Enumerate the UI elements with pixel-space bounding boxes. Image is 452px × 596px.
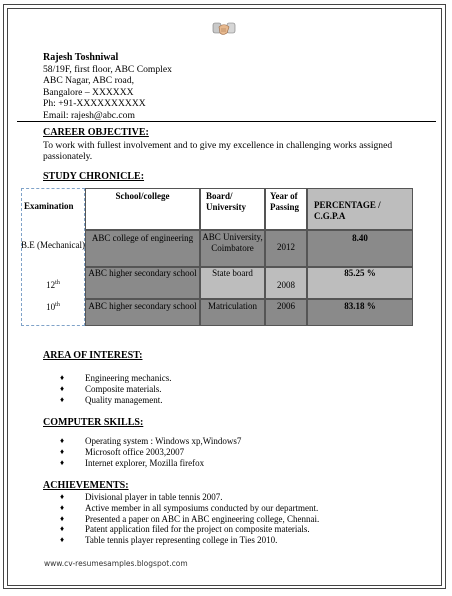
area-of-interest-title: AREA OF INTEREST:	[43, 350, 143, 361]
list-item: ♦ Internet explorer, Mozilla firefox	[60, 458, 241, 469]
row3-board: Matriculation	[200, 299, 265, 326]
row1-board: ABC University, Coimbatore	[200, 230, 265, 267]
row3-examination	[21, 299, 85, 326]
row2-school: ABC higher secondary school	[85, 267, 200, 299]
address-line-1: 58/19F, first floor, ABC Complex	[43, 63, 172, 75]
list-item: ♦ Patent application filed for the project on composite materials.	[60, 524, 319, 535]
header-percentage: PERCENTAGE / C.G.P.A	[307, 188, 413, 230]
row2-examination	[21, 267, 85, 299]
row2-exam-suffix: th	[55, 280, 60, 286]
phone-line: Ph: +91-XXXXXXXXXX	[43, 98, 146, 109]
list-item: ♦ Engineering mechanics.	[60, 373, 171, 384]
row2-exam-number: 12	[46, 280, 56, 290]
row3-year: 2006	[265, 299, 307, 326]
career-objective-text: To work with fullest involvement and to give my excellence in challenging works assigned passionately.	[43, 140, 393, 162]
row1-school: ABC college of engineering	[85, 230, 200, 267]
address-line-2: ABC Nagar, ABC road,	[43, 75, 135, 86]
header-examination: Examination	[24, 201, 74, 211]
row1-examination: B.E (Mechanical)	[21, 240, 85, 250]
achievements-list	[60, 492, 319, 546]
header-board: Board/ University	[200, 188, 265, 230]
row1-year: 2012	[265, 230, 307, 267]
header-school: School/college	[85, 188, 200, 230]
list-item: ♦ Presented a paper on ABC in ABC engineering college, Chennai.	[60, 514, 319, 525]
row3-school: ABC higher secondary school	[85, 299, 200, 326]
list-item: ♦ Microsoft office 2003,2007	[60, 447, 241, 458]
row2-board: State board	[200, 267, 265, 299]
achievements-title: ACHIEVEMENTS:	[43, 480, 129, 491]
list-item: ♦ Quality management.	[60, 395, 171, 406]
list-item: ♦ Table tennis player representing college in Ties 2010.	[60, 535, 319, 546]
email-line: Email: rajesh@abc.com	[43, 109, 135, 121]
footer-link[interactable]: www.cv-resumesamples.blogspot.com	[44, 559, 188, 568]
skills-list	[60, 436, 241, 468]
row3-score: 83.18 %	[307, 299, 413, 326]
handshake-icon	[212, 18, 236, 40]
candidate-name: Rajesh Toshniwal	[43, 52, 119, 63]
row3-exam-suffix: th	[55, 302, 60, 308]
row2-score: 85.25 %	[307, 267, 413, 299]
interest-list	[60, 373, 171, 405]
list-item: ♦ Divisional player in table tennis 2007.	[60, 492, 319, 503]
header-divider	[17, 121, 436, 122]
address-line-3: Bangalore – XXXXXX	[43, 86, 134, 98]
row1-score: 8.40	[307, 230, 413, 267]
list-item: ♦ Composite materials.	[60, 384, 171, 395]
career-objective-title: CAREER OBJECTIVE:	[43, 127, 149, 138]
contact-header	[43, 52, 172, 121]
list-item: ♦ Operating system : Windows xp,Windows7	[60, 436, 241, 447]
row3-exam-number: 10	[46, 302, 56, 312]
row2-year: 2008	[265, 267, 307, 299]
computer-skills-title: COMPUTER SKILLS:	[43, 417, 144, 428]
study-chronicle-title: STUDY CHRONICLE:	[43, 171, 145, 182]
header-year: Year of Passing	[265, 188, 307, 230]
list-item: ♦ Active member in all symposiums conducted by our department.	[60, 503, 319, 514]
